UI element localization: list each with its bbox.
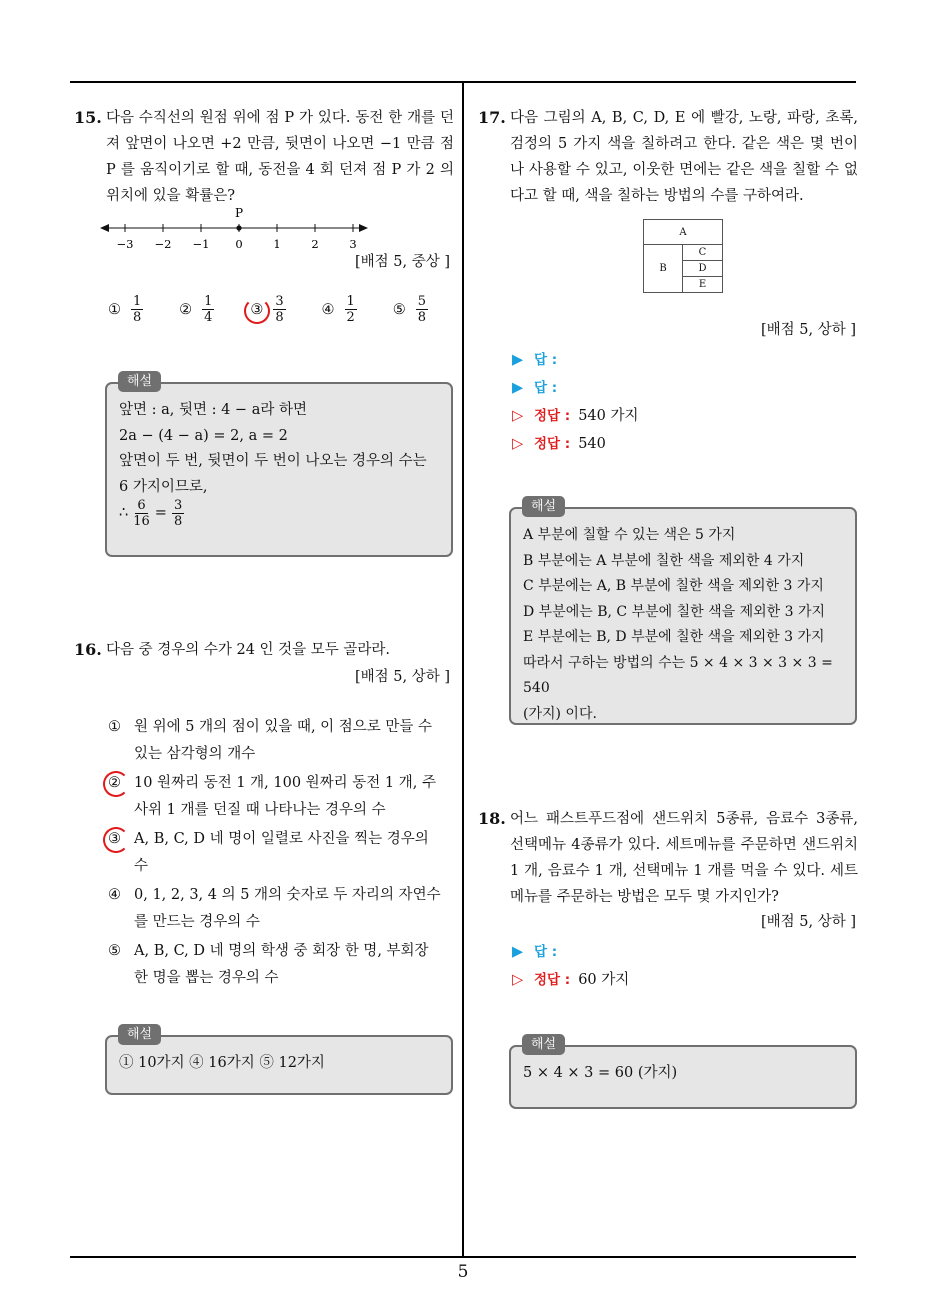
option-mark-wrap: [108, 826, 134, 880]
q16-score: [배점 5, 상하 ]: [354, 669, 450, 685]
q16-option-2[interactable]: [108, 770, 446, 824]
option-text: A, B, C, D 네 명이 일렬로 사진을 찍는 경우의 수: [134, 831, 429, 874]
choice-fraction: $\frac{1}{8}$: [133, 294, 142, 325]
choice-mark: ⑤: [392, 301, 406, 318]
explanation-line: ① 10가지 ④ 16가지 ⑤ 12가지: [119, 1055, 325, 1071]
bottom-rule: [70, 1256, 856, 1258]
answer-arrow-icon: ▶: [512, 352, 524, 368]
q16-option-5[interactable]: [108, 938, 446, 992]
q15-explanation-box: [105, 382, 453, 557]
answer-value: 540: [578, 436, 606, 452]
answer-arrow-icon: ▷: [512, 436, 524, 452]
q15-choice-5[interactable]: [393, 294, 428, 325]
q18-question: [478, 806, 858, 910]
choice-mark: ④: [321, 301, 335, 318]
region-b: B: [644, 245, 683, 293]
choice-fraction: $\frac{5}{8}$: [417, 294, 426, 325]
explanation-result: ∴ $\frac{6}{16}$ = $\frac{3}{8}$: [119, 498, 183, 529]
q16-question: [74, 637, 454, 663]
explanation-line: 2a − (4 − a) = 2, a = 2: [119, 427, 288, 444]
q15-point-p: [236, 225, 241, 230]
q15-choice-3[interactable]: [250, 294, 285, 325]
q16-option-1[interactable]: [108, 714, 446, 768]
q18-text: 어느 패스트푸드점에 샌드위치 5종류, 음료수 3종류, 선택메뉴 4종류가 있다. 세트메뉴를 주문하면 샌드위치 1 개, 음료수 1 개, 선택메뉴 1 개를 먹을 수 있다. 세트메뉴를 주문하는 방법은 모두 몇 가지인가?: [510, 811, 858, 905]
answer-circle-mark: [103, 827, 129, 853]
answer-label: 정답 :: [534, 436, 571, 452]
explanation-line: 앞면이 두 번, 뒷면이 두 번이 나오는 경우의 수는: [119, 453, 427, 469]
q15-tick-label: 0: [235, 237, 243, 251]
choice-fraction: $\frac{1}{4}$: [204, 294, 213, 325]
q17-question: [478, 105, 858, 209]
q17-answers: [512, 346, 842, 458]
q17-answer-input-2[interactable]: [512, 374, 842, 402]
q16-number: 16.: [74, 640, 102, 659]
answer-label: 정답 :: [534, 408, 571, 424]
explanation-line: 앞면 : a, 뒷면 : 4 − a라 하면: [119, 402, 307, 418]
option-text: 원 위에 5 개의 점이 있을 때, 이 점으로 만들 수 있는 삼각형의 개수: [134, 719, 433, 762]
q16-option-4[interactable]: [108, 882, 446, 936]
q18-number: 18.: [478, 809, 506, 828]
answer-circle-mark: [103, 771, 129, 797]
answer-arrow-icon: ▷: [512, 972, 524, 988]
answer-value: 540 가지: [578, 408, 639, 424]
q17-text: 다음 그림의 A, B, C, D, E 에 빨강, 노랑, 파랑, 초록, 검정의 5 가지 색을 칠하려고 한다. 같은 색은 몇 번이나 사용할 수 있고, 이웃한 면에는 같은 색을 칠할 수 없다고 할 때, 색을 칠하는 방법의 수를 구하여라.: [510, 110, 858, 204]
option-mark-wrap: [108, 770, 134, 824]
q15-choice-1[interactable]: [108, 294, 143, 325]
q17-answer-input-1[interactable]: [512, 346, 842, 374]
q17-explanation-box: [509, 507, 857, 725]
q15-tick-label: 1: [273, 237, 281, 251]
q15-point-label: P: [234, 206, 244, 220]
column-divider: [462, 83, 464, 1258]
choice-fraction: $\frac{3}{8}$: [275, 294, 284, 325]
answer-arrow-icon: ▶: [512, 380, 524, 396]
option-mark: ⑤: [108, 943, 121, 959]
q17-number: 17.: [478, 108, 506, 127]
q15-number-line: [100, 200, 370, 255]
choice-mark: ②: [179, 301, 193, 318]
q16-explanation-tag: 해설: [118, 1024, 161, 1045]
option-mark: ②: [108, 775, 121, 791]
q16-options: [108, 714, 446, 992]
explanation-line: A 부분에 칠할 수 있는 색은 5 가지: [523, 527, 736, 543]
q15-choice-4[interactable]: [322, 294, 357, 325]
option-mark: ①: [108, 719, 121, 735]
q16-text: 다음 중 경우의 수가 24 인 것을 모두 골라라.: [106, 642, 391, 658]
q15-explanation-tag: 해설: [118, 371, 161, 392]
q15-tick-label: 3: [349, 237, 357, 251]
q18-correct-answer-1: [512, 966, 842, 994]
option-mark: ③: [108, 831, 121, 847]
q18-explanation-tag: 해설: [522, 1034, 565, 1055]
answer-label: 답 :: [534, 944, 558, 960]
answer-arrow-icon: ▷: [512, 408, 524, 424]
q18-score: [배점 5, 상하 ]: [760, 914, 856, 930]
explanation-line: B 부분에는 A 부분에 칠한 색을 제외한 4 가지: [523, 552, 805, 569]
answer-label: 답 :: [534, 380, 558, 396]
option-mark: ④: [108, 887, 121, 903]
q17-correct-answer-2: [512, 430, 842, 458]
choice-mark: ③: [250, 301, 264, 318]
answer-label: 답 :: [534, 352, 558, 368]
q18-answers: [512, 938, 842, 994]
q15-choice-2[interactable]: [179, 294, 214, 325]
region-c: C: [683, 245, 723, 261]
region-d: D: [683, 261, 723, 277]
q15-score: [배점 5, 중상 ]: [354, 254, 450, 270]
choice-fraction: $\frac{1}{2}$: [346, 294, 355, 325]
option-text: 10 원짜리 동전 1 개, 100 원짜리 동전 1 개, 주사위 1 개를 던질 때 나타나는 경우의 수: [134, 775, 436, 818]
region-a: A: [644, 220, 723, 245]
explanation-line: (가지) 이다.: [523, 705, 597, 722]
answer-value: 60 가지: [578, 972, 630, 988]
q15-tick-label: −2: [154, 237, 172, 251]
choice-mark: ①: [108, 301, 121, 318]
q17-explanation-tag: 해설: [522, 496, 565, 517]
q15-tick-label: −1: [192, 237, 210, 251]
answer-label: 정답 :: [534, 972, 571, 988]
explanation-line: 5 × 4 × 3 = 60 (가지): [523, 1065, 678, 1081]
q15-question: [74, 105, 454, 209]
explanation-line: 6 가지이므로,: [119, 478, 208, 495]
option-text: A, B, C, D 네 명의 학생 중 회장 한 명, 부회장 한 명을 뽑는 경우의 수: [134, 943, 429, 986]
q17-region-diagram: [643, 219, 723, 293]
page-number: 5: [457, 1262, 469, 1282]
explanation-line: 따라서 구하는 방법의 수는 5 × 4 × 3 × 3 × 3 = 540: [523, 654, 833, 696]
explanation-line: D 부분에는 B, C 부분에 칠한 색을 제외한 3 가지: [523, 603, 826, 620]
q15-number: 15.: [74, 108, 102, 127]
region-e: E: [683, 277, 723, 293]
answer-circle-mark: [244, 298, 270, 324]
q15-tick-label: 2: [311, 237, 319, 251]
q17-correct-answer-1: [512, 402, 842, 430]
q15-text: 다음 수직선의 원점 위에 점 P 가 있다. 동전 한 개를 던져 앞면이 나오면 +2 만큼, 뒷면이 나오면 −1 만큼 점 P 를 움직이기로 할 때, 동전을 4 회 던져 점 P 가 2 의 위치에 있을 확률은?: [106, 110, 454, 204]
explanation-line: C 부분에는 A, B 부분에 칠한 색을 제외한 3 가지: [523, 578, 824, 594]
answer-arrow-icon: ▶: [512, 944, 524, 960]
q17-score: [배점 5, 상하 ]: [760, 322, 856, 338]
q18-answer-input-1[interactable]: [512, 938, 842, 966]
option-text: 0, 1, 2, 3, 4 의 5 개의 숫자로 두 자리의 자연수를 만드는 경우의 수: [134, 887, 441, 930]
q15-choices: [108, 294, 428, 325]
q16-option-3[interactable]: [108, 826, 446, 880]
q15-tick-label: −3: [116, 237, 134, 251]
explanation-line: E 부분에는 B, D 부분에 칠한 색을 제외한 3 가지: [523, 629, 825, 645]
